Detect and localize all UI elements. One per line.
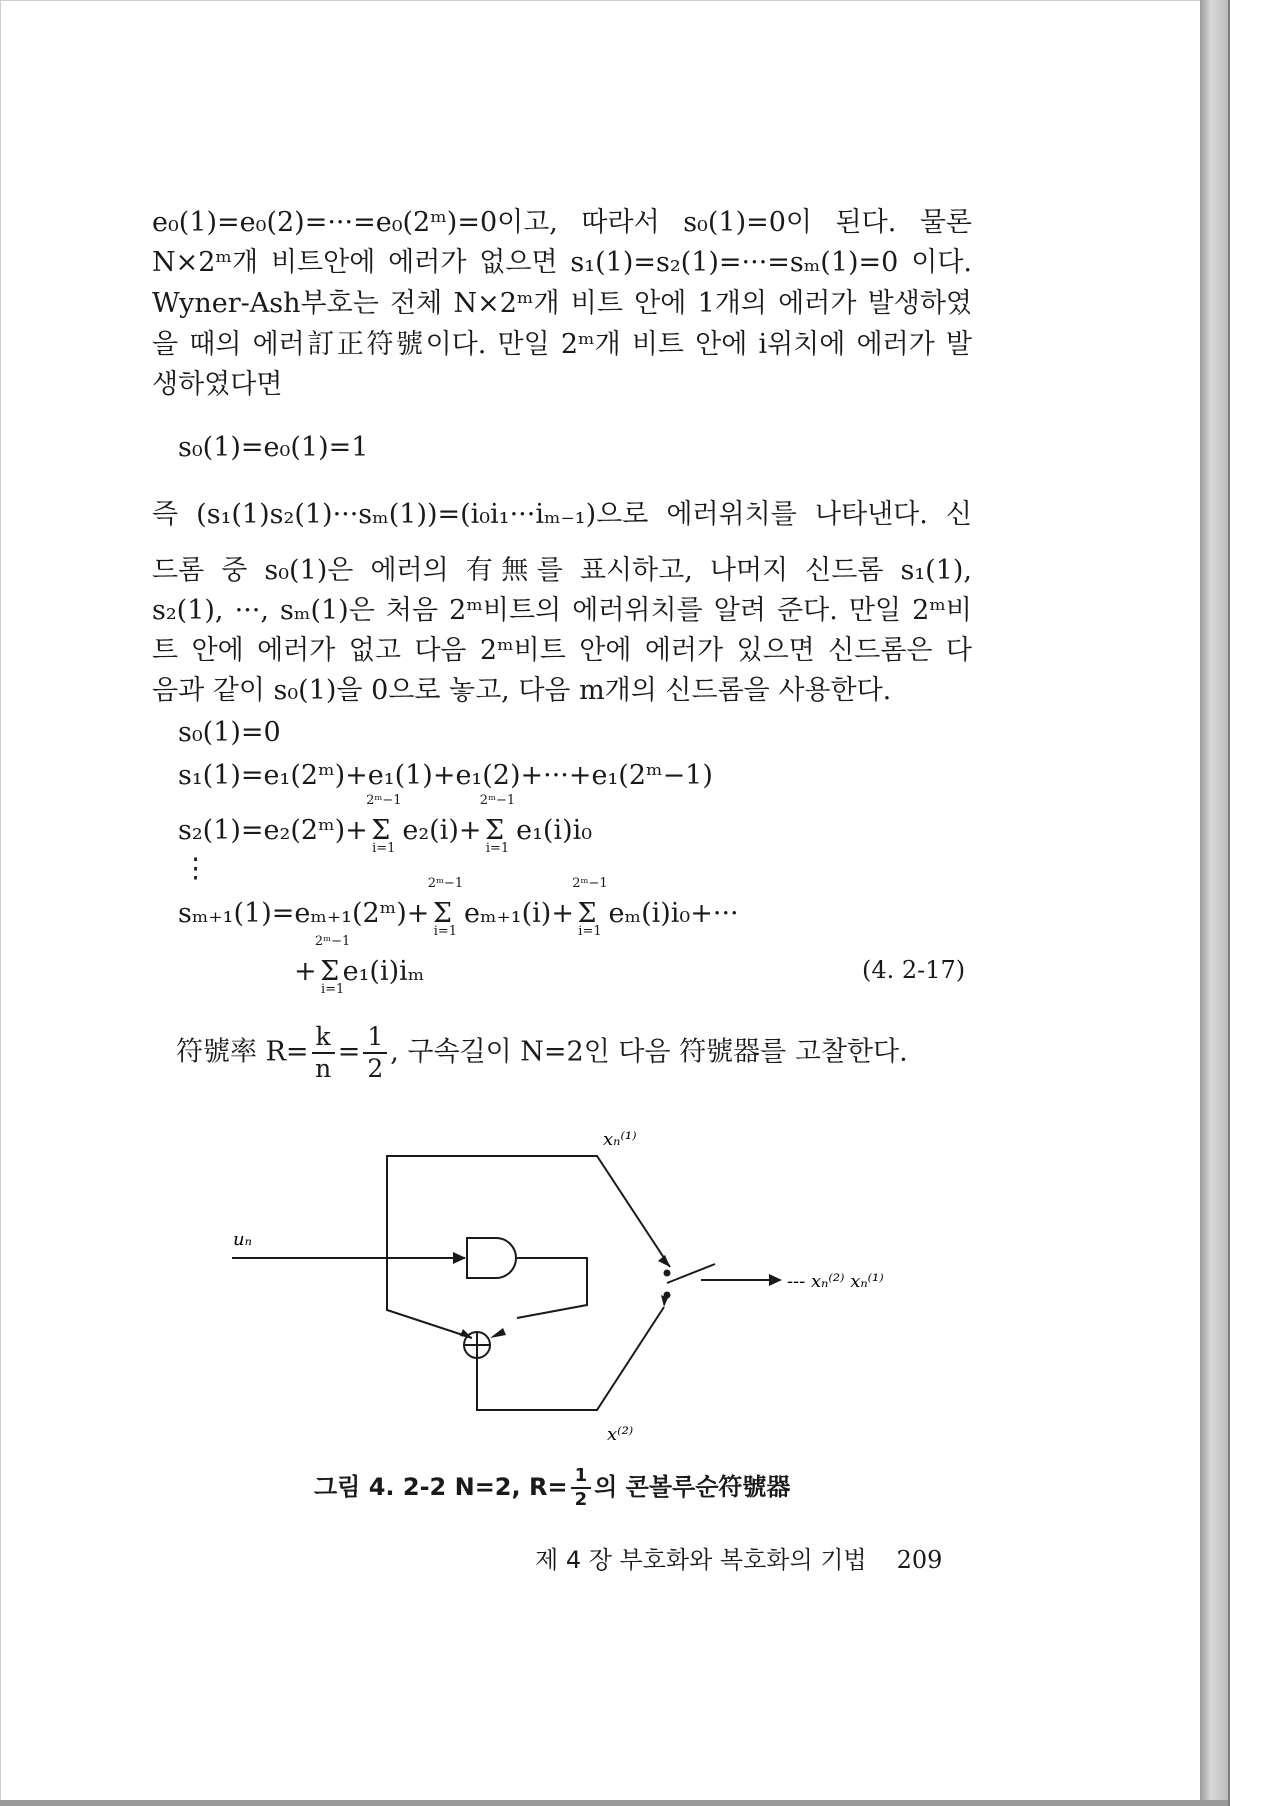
caption-numerator: 1 [571,1465,592,1489]
eq-sm1-part-c: eₘ(i)i₀+··· [608,898,739,929]
text-line-7: 드롬 중 s₀(1)은 에러의 有無를 표시하고, 나머지 신드롬 s₁(1), [152,555,972,586]
eq-s2-part-c: e₁(i)i₀ [516,815,593,846]
rate-suffix: , 구속길이 N=2인 다음 符號器를 고찰한다. [390,1036,908,1068]
fraction-one-half [363,1022,387,1084]
equation-number: (4. 2-17) [862,956,966,984]
arrow-into-and-gate [453,1252,466,1264]
chapter-title: 제 4 장 부호화와 복호화의 기법 [535,1546,867,1574]
code-rate-line [176,1022,908,1084]
sum-symbol: Σ [432,898,452,929]
text-line-1: e₀(1)=e₀(2)=···=e₀(2ᵐ)=0이고, 따라서 s₀(1)=0이 된다. 물론 [152,207,972,238]
eq-s2-part-a: s₂(1)=e₂(2ᵐ)+ [178,815,368,846]
sum-upper-limit: 2ᵐ−1 [479,793,516,808]
sum-lower-limit: i=1 [578,924,602,939]
sum-upper-limit: 2ᵐ−1 [314,934,351,949]
vertical-ellipsis: ⋮ [182,853,209,884]
fraction-numerator: k [312,1022,335,1054]
fraction-denominator: 2 [367,1054,384,1083]
sum-symbol: Σ [577,898,597,929]
and-gate [467,1238,516,1278]
eq-cont-term: e₁(i)iₘ [342,956,425,987]
arrow-into-switch-top [658,1255,670,1267]
text-line-9: 트 안에 에러가 없고 다음 2ᵐ비트 안에 에러가 있으면 신드롬은 다 [152,635,972,666]
page-edge-line [1228,0,1230,1806]
fraction-numerator: 1 [363,1022,387,1054]
caption-prefix: 그림 4. 2-2 N=2, R= [314,1473,568,1501]
text-line-5: 생하였다면 [152,369,283,400]
and-feedback-wire [516,1258,587,1318]
caption-denominator: 2 [574,1489,588,1510]
page-edge-bottom [0,1800,1228,1806]
summation-sign [314,934,351,997]
text-line-6: 즉 (s₁(1)s₂(1)···sₘ(1))=(i₀i₁···iₘ₋₁)으로 에러위치를 나타낸다. 신 [152,499,972,530]
summation-sign [572,876,608,939]
bottom-branch-wire [477,1307,664,1410]
equation-s0-zero: s₀(1)=0 [178,717,281,748]
rate-prefix: 符號率 R= [176,1036,309,1068]
eq-s2-part-b: e₂(i)+ [402,815,482,846]
sum-upper-limit: 2ᵐ−1 [427,876,464,891]
summation-sign [366,793,402,856]
output-sequence-label: --- xₙ⁽²⁾ xₙ⁽¹⁾ [787,1271,884,1292]
sum-lower-limit: i=1 [320,982,345,997]
output-2-label: x⁽²⁾ [607,1424,634,1445]
rate-equals: = [337,1036,361,1068]
sum-lower-limit: i=1 [372,841,396,856]
top-branch-wire [387,1156,670,1272]
sum-lower-limit: i=1 [485,841,510,856]
page-number: 209 [896,1546,943,1574]
text-line-10: 음과 같이 s₀(1)을 0으로 놓고, 다음 m개의 신드롬을 사용한다. [152,675,892,706]
eq-sm1-part-a: sₘ₊₁(1)=eₘ₊₁(2ᵐ)+ [178,898,430,929]
arrow-output [769,1274,782,1286]
sum-symbol: Σ [320,956,340,987]
caption-fraction [571,1465,592,1511]
sum-symbol: Σ [371,815,391,846]
fraction-k-n [312,1022,335,1084]
input-label: uₙ [233,1229,252,1250]
fraction-denominator: n [315,1054,332,1083]
equation-s2 [178,793,593,856]
text-line-4: 을 때의 에러訂正符號이다. 만일 2ᵐ개 비트 안에 i위치에 에러가 발 [152,329,972,360]
sum-lower-limit: i=1 [433,924,458,939]
equation-sm1-cont [294,934,425,997]
sum-upper-limit: 2ᵐ−1 [366,793,402,808]
sum-symbol: Σ [484,815,505,846]
output-1-label: xₙ⁽¹⁾ [603,1129,637,1150]
summation-sign [479,793,516,856]
caption-suffix: 의 콘볼루순符號器 [594,1473,791,1501]
left-branch-wire [387,1272,472,1338]
summation-sign [427,876,464,939]
figure-caption [314,1465,790,1511]
equation-sm1 [178,876,739,939]
text-line-2: N×2ᵐ개 비트안에 에러가 없으면 s₁(1)=s₂(1)=···=sₘ(1)=0 이다. [152,247,972,278]
page-footer [535,1540,942,1575]
page-edge-right [1200,0,1228,1806]
equation-s0-e0: s₀(1)=e₀(1)=1 [178,432,369,463]
text-line-3: Wyner-Ash부호는 전체 N×2ᵐ개 비트 안에 1개의 에러가 발생하였 [152,288,972,319]
sum-upper-limit: 2ᵐ−1 [572,876,608,891]
equation-s1: s₁(1)=e₁(2ᵐ)+e₁(1)+e₁(2)+···+e₁(2ᵐ−1) [178,760,713,791]
eq-cont-plus: + [294,956,317,987]
eq-sm1-part-b: eₘ₊₁(i)+ [464,898,574,929]
text-line-8: s₂(1), ···, sₘ(1)은 처음 2ᵐ비트의 에러위치를 알려 준다. 만일 2ᵐ비 [152,595,972,626]
arrow-into-xor-right [490,1328,506,1338]
convolutional-encoder-diagram [215,1115,975,1450]
